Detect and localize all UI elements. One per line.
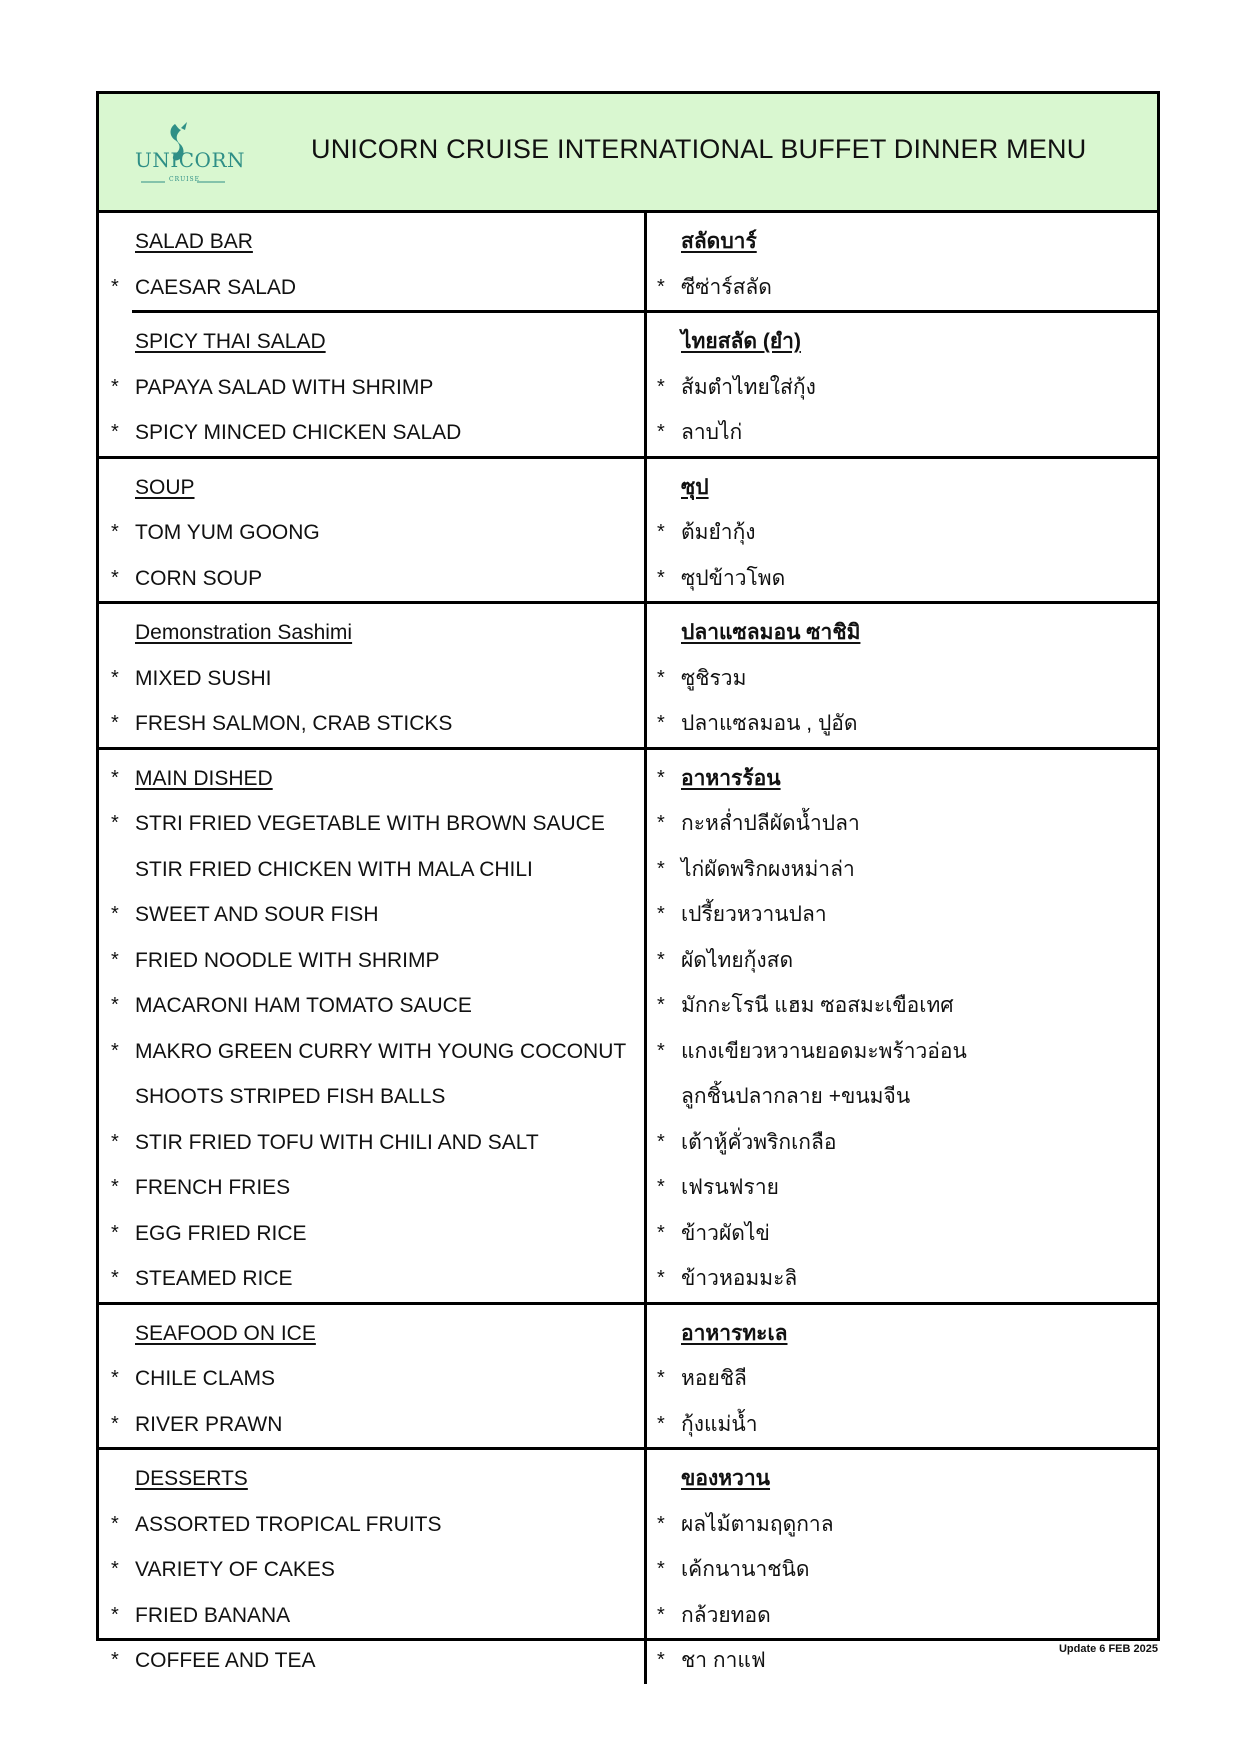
menu-item-label: PAPAYA SALAD WITH SHRIMP — [135, 375, 434, 399]
section-heading-label: ของหวาน — [681, 1467, 771, 1490]
menu-item — [99, 1356, 644, 1402]
thai-column — [647, 604, 1157, 747]
bullet-star: * — [657, 712, 665, 734]
section-heading-label: ไทยสลัด (ยำ) — [681, 330, 801, 353]
menu-item — [647, 1402, 1157, 1448]
bullet-star: * — [111, 1130, 119, 1153]
menu-section — [99, 601, 1157, 747]
thai-column — [647, 313, 1157, 456]
menu-item — [99, 1211, 644, 1257]
menu-item — [99, 938, 644, 984]
menu-item — [99, 1502, 644, 1548]
menu-item-label: CHILE CLAMS — [135, 1367, 276, 1390]
bullet-star: * — [111, 1221, 119, 1244]
menu-item-label: TOM YUM GOONG — [135, 521, 320, 544]
bullet-star: * — [657, 421, 665, 443]
menu-item-label: EGG FRIED RICE — [135, 1221, 307, 1245]
menu-item — [647, 556, 1157, 602]
menu-item — [99, 265, 644, 311]
bullet-star: * — [111, 421, 119, 443]
menu-item-label: STRI FRIED VEGETABLE WITH BROWN SAUCE — [135, 812, 605, 835]
menu-item-label: ข้าวหอมมะลิ — [681, 1267, 798, 1290]
bullet-star: * — [111, 275, 119, 298]
menu-item — [99, 1402, 644, 1448]
section-heading-label: ซุป — [681, 475, 709, 499]
menu-item-label: ผลไม้ตามฤดูกาล — [681, 1512, 834, 1536]
bullet-star: * — [111, 766, 119, 789]
menu-item — [647, 1120, 1157, 1166]
menu-section — [99, 1447, 1157, 1684]
section-heading — [99, 756, 644, 802]
section-heading — [647, 219, 1157, 265]
bullet-star: * — [657, 666, 665, 689]
section-heading-label: SEAFOOD ON ICE — [135, 1321, 316, 1345]
bullet-star: * — [657, 1649, 665, 1671]
menu-item — [647, 1029, 1157, 1075]
menu-item-label: ลูกชิ้นปลากลาย +ขนมจีน — [681, 1085, 911, 1108]
section-heading-label: อาหารทะเล — [681, 1321, 788, 1345]
bullet-star: * — [657, 1603, 665, 1626]
section-heading-label: SALAD BAR — [135, 230, 253, 253]
bullet-star: * — [111, 812, 119, 834]
menu-item — [647, 1256, 1157, 1302]
menu-item — [647, 265, 1157, 311]
menu-header — [99, 94, 1157, 213]
menu-item — [647, 983, 1157, 1029]
menu-item-label: SPICY MINCED CHICKEN SALAD — [135, 421, 462, 444]
menu-item-label: SWEET AND SOUR FISH — [135, 903, 379, 926]
section-heading-label: MAIN DISHED — [135, 766, 273, 790]
menu-item-label: กะหล่ำปลีผัดน้ำปลา — [681, 812, 860, 835]
menu-item-label: กล้วยทอด — [681, 1603, 771, 1627]
menu-item-label: ลาบไก่ — [681, 421, 743, 444]
menu-item — [647, 1502, 1157, 1548]
bullet-star: * — [111, 994, 119, 1016]
menu-item — [647, 1356, 1157, 1402]
menu-item — [99, 365, 644, 411]
bullet-star: * — [111, 666, 119, 689]
section-heading — [99, 219, 644, 265]
bullet-star: * — [111, 566, 119, 589]
menu-item-label: RIVER PRAWN — [135, 1412, 283, 1436]
bullet-star: * — [657, 521, 665, 543]
menu-item — [99, 1074, 644, 1120]
bullet-star: * — [657, 948, 665, 971]
menu-item — [647, 1593, 1157, 1639]
section-heading — [647, 1311, 1157, 1357]
menu-item — [99, 983, 644, 1029]
section-heading — [647, 319, 1157, 365]
section-heading — [647, 1456, 1157, 1502]
menu-item-label: ปลาแซลมอน , ปูอัด — [681, 712, 858, 735]
unicorn-logo — [135, 118, 245, 188]
menu-section — [99, 1302, 1157, 1448]
english-column — [99, 313, 647, 456]
bullet-star: * — [657, 1412, 665, 1435]
logo-subtext: CRUISE — [169, 176, 201, 183]
english-column — [99, 1305, 647, 1448]
menu-item-label: VARIETY OF CAKES — [135, 1558, 335, 1581]
bullet-star: * — [111, 375, 119, 398]
menu-item-label: MAKRO GREEN CURRY WITH YOUNG COCONUT — [135, 1039, 627, 1063]
english-column — [99, 213, 647, 310]
bullet-star: * — [657, 275, 665, 298]
bullet-star: * — [657, 994, 665, 1016]
menu-item — [647, 1211, 1157, 1257]
menu-item-label: ซีซ่าร์สลัด — [681, 275, 772, 299]
section-heading-label: DESSERTS — [135, 1467, 248, 1490]
bullet-star: * — [111, 1558, 119, 1580]
menu-item — [647, 847, 1157, 893]
menu-item — [99, 801, 644, 847]
section-heading — [99, 465, 644, 511]
thai-column — [647, 1305, 1157, 1448]
menu-item — [647, 1074, 1157, 1120]
menu-item — [647, 892, 1157, 938]
english-column — [99, 459, 647, 602]
menu-item — [99, 847, 644, 893]
menu-item — [647, 1165, 1157, 1211]
menu-item-label: SHOOTS STRIPED FISH BALLS — [135, 1085, 446, 1108]
bullet-star: * — [657, 1039, 665, 1062]
menu-item — [99, 1165, 644, 1211]
menu-item — [99, 1638, 644, 1684]
bullet-star: * — [111, 1039, 119, 1062]
menu-item-label: ASSORTED TROPICAL FRUITS — [135, 1512, 442, 1536]
section-heading-label: SOUP — [135, 475, 195, 499]
menu-item — [647, 938, 1157, 984]
menu-item-label: MIXED SUSHI — [135, 666, 272, 690]
english-column — [99, 750, 647, 1302]
menu-item — [99, 1593, 644, 1639]
section-heading-label: Demonstration Sashimi — [135, 621, 353, 644]
menu-item-label: MACARONI HAM TOMATO SAUCE — [135, 994, 472, 1017]
thai-column — [647, 750, 1157, 1302]
section-heading — [99, 610, 644, 656]
menu-item-label: COFFEE AND TEA — [135, 1649, 316, 1672]
bullet-star: * — [111, 903, 119, 925]
menu-item-label: STEAMED RICE — [135, 1267, 293, 1290]
section-heading-label: SPICY THAI SALAD — [135, 330, 326, 353]
menu-section — [99, 456, 1157, 602]
menu-item — [99, 1120, 644, 1166]
bullet-star: * — [657, 857, 665, 880]
bullet-star: * — [657, 1130, 665, 1153]
menu-item-label: ข้าวผัดไข่ — [681, 1221, 770, 1245]
section-heading — [99, 1311, 644, 1357]
bullet-star: * — [111, 948, 119, 971]
update-date: Update 6 FEB 2025 — [1058, 1643, 1158, 1655]
menu-item — [647, 1547, 1157, 1593]
bullet-star: * — [111, 1512, 119, 1535]
bullet-star: * — [111, 521, 119, 543]
menu-item — [647, 801, 1157, 847]
menu-item-label: เต้าหู้คั่วพริกเกลือ — [681, 1130, 837, 1154]
menu-item-label: ซุปข้าวโพด — [681, 566, 786, 590]
bullet-star: * — [111, 1412, 119, 1435]
menu-title: UNICORN CRUISE INTERNATIONAL BUFFET DINNER MENU — [311, 134, 1087, 164]
menu-item-label: ชา กาแฟ — [681, 1649, 766, 1672]
section-heading-label: สลัดบาร์ — [681, 230, 757, 253]
menu-item — [99, 510, 644, 556]
menu-section — [99, 310, 1157, 456]
bullet-star: * — [657, 903, 665, 925]
menu-item-label: FRENCH FRIES — [135, 1176, 291, 1199]
bullet-star: * — [657, 1512, 665, 1535]
bullet-star: * — [657, 1267, 665, 1289]
menu-section — [99, 213, 1157, 310]
menu-item — [99, 701, 644, 747]
section-heading — [647, 756, 1157, 802]
section-heading-label: ปลาแซลมอน ซาชิมิ — [681, 621, 861, 644]
english-column — [99, 1450, 647, 1684]
menu-item-label: หอยชิลี — [681, 1367, 747, 1390]
menu-item-label: ส้มตำไทยใส่กุ้ง — [681, 375, 816, 399]
section-heading — [647, 465, 1157, 511]
menu-item-label: STIR FRIED CHICKEN WITH MALA CHILI — [135, 857, 533, 881]
english-column — [99, 604, 647, 747]
menu-item — [99, 556, 644, 602]
menu-item-label: ต้มยำกุ้ง — [681, 521, 756, 544]
menu-item-label: มักกะโรนี แฮม ซอสมะเขือเทศ — [681, 994, 954, 1017]
thai-column — [647, 459, 1157, 602]
bullet-star: * — [657, 1176, 665, 1198]
menu-item — [99, 892, 644, 938]
menu-section — [99, 747, 1157, 1302]
menu-item-label: เปรี้ยวหวานปลา — [681, 903, 827, 926]
bullet-star: * — [111, 712, 119, 734]
menu-item-label: ไก่ผัดพริกผงหม่าล่า — [681, 857, 855, 881]
menu-item-label: กุ้งแม่น้ำ — [681, 1412, 758, 1436]
menu-item — [99, 656, 644, 702]
menu-item — [99, 410, 644, 456]
menu-item-label: FRESH SALMON, CRAB STICKS — [135, 712, 453, 735]
bullet-star: * — [657, 812, 665, 834]
menu-item — [99, 1547, 644, 1593]
menu-item — [647, 410, 1157, 456]
menu-item-label: เฟรนฟราย — [681, 1176, 779, 1199]
menu-item-label: แกงเขียวหวานยอดมะพร้าวอ่อน — [681, 1039, 967, 1063]
thai-column — [647, 213, 1157, 310]
menu-item — [99, 1029, 644, 1075]
bullet-star: * — [111, 1176, 119, 1198]
bullet-star: * — [111, 1603, 119, 1626]
menu-item-label: ผัดไทยกุ้งสด — [681, 948, 794, 972]
bullet-star: * — [657, 1558, 665, 1580]
section-heading-label: อาหารร้อน — [681, 766, 781, 790]
menu-item-label: STIR FRIED TOFU WITH CHILI AND SALT — [135, 1130, 539, 1154]
section-heading — [647, 610, 1157, 656]
bullet-star: * — [111, 1649, 119, 1671]
bullet-star: * — [657, 1221, 665, 1244]
bullet-star: * — [657, 375, 665, 398]
bullet-star: * — [111, 1267, 119, 1289]
menu-item — [647, 701, 1157, 747]
menu-item — [647, 656, 1157, 702]
bullet-star: * — [657, 1367, 665, 1389]
menu-item-label: CORN SOUP — [135, 566, 263, 590]
bullet-star: * — [657, 766, 665, 789]
menu-item — [99, 1256, 644, 1302]
logo-wordmark: UNICORN — [135, 148, 246, 172]
menu-item-label: FRIED NOODLE WITH SHRIMP — [135, 948, 440, 972]
menu-item — [647, 510, 1157, 556]
bullet-star: * — [111, 1367, 119, 1389]
menu-item-label: CAESAR SALAD — [135, 275, 297, 299]
menu-item — [647, 365, 1157, 411]
menu-item-label: ซูชิรวม — [681, 666, 747, 690]
section-heading — [99, 1456, 644, 1502]
section-heading — [99, 319, 644, 365]
menu-item-label: FRIED BANANA — [135, 1603, 291, 1627]
bullet-star: * — [657, 566, 665, 589]
menu-item-label: เค้กนานาชนิด — [681, 1558, 810, 1581]
